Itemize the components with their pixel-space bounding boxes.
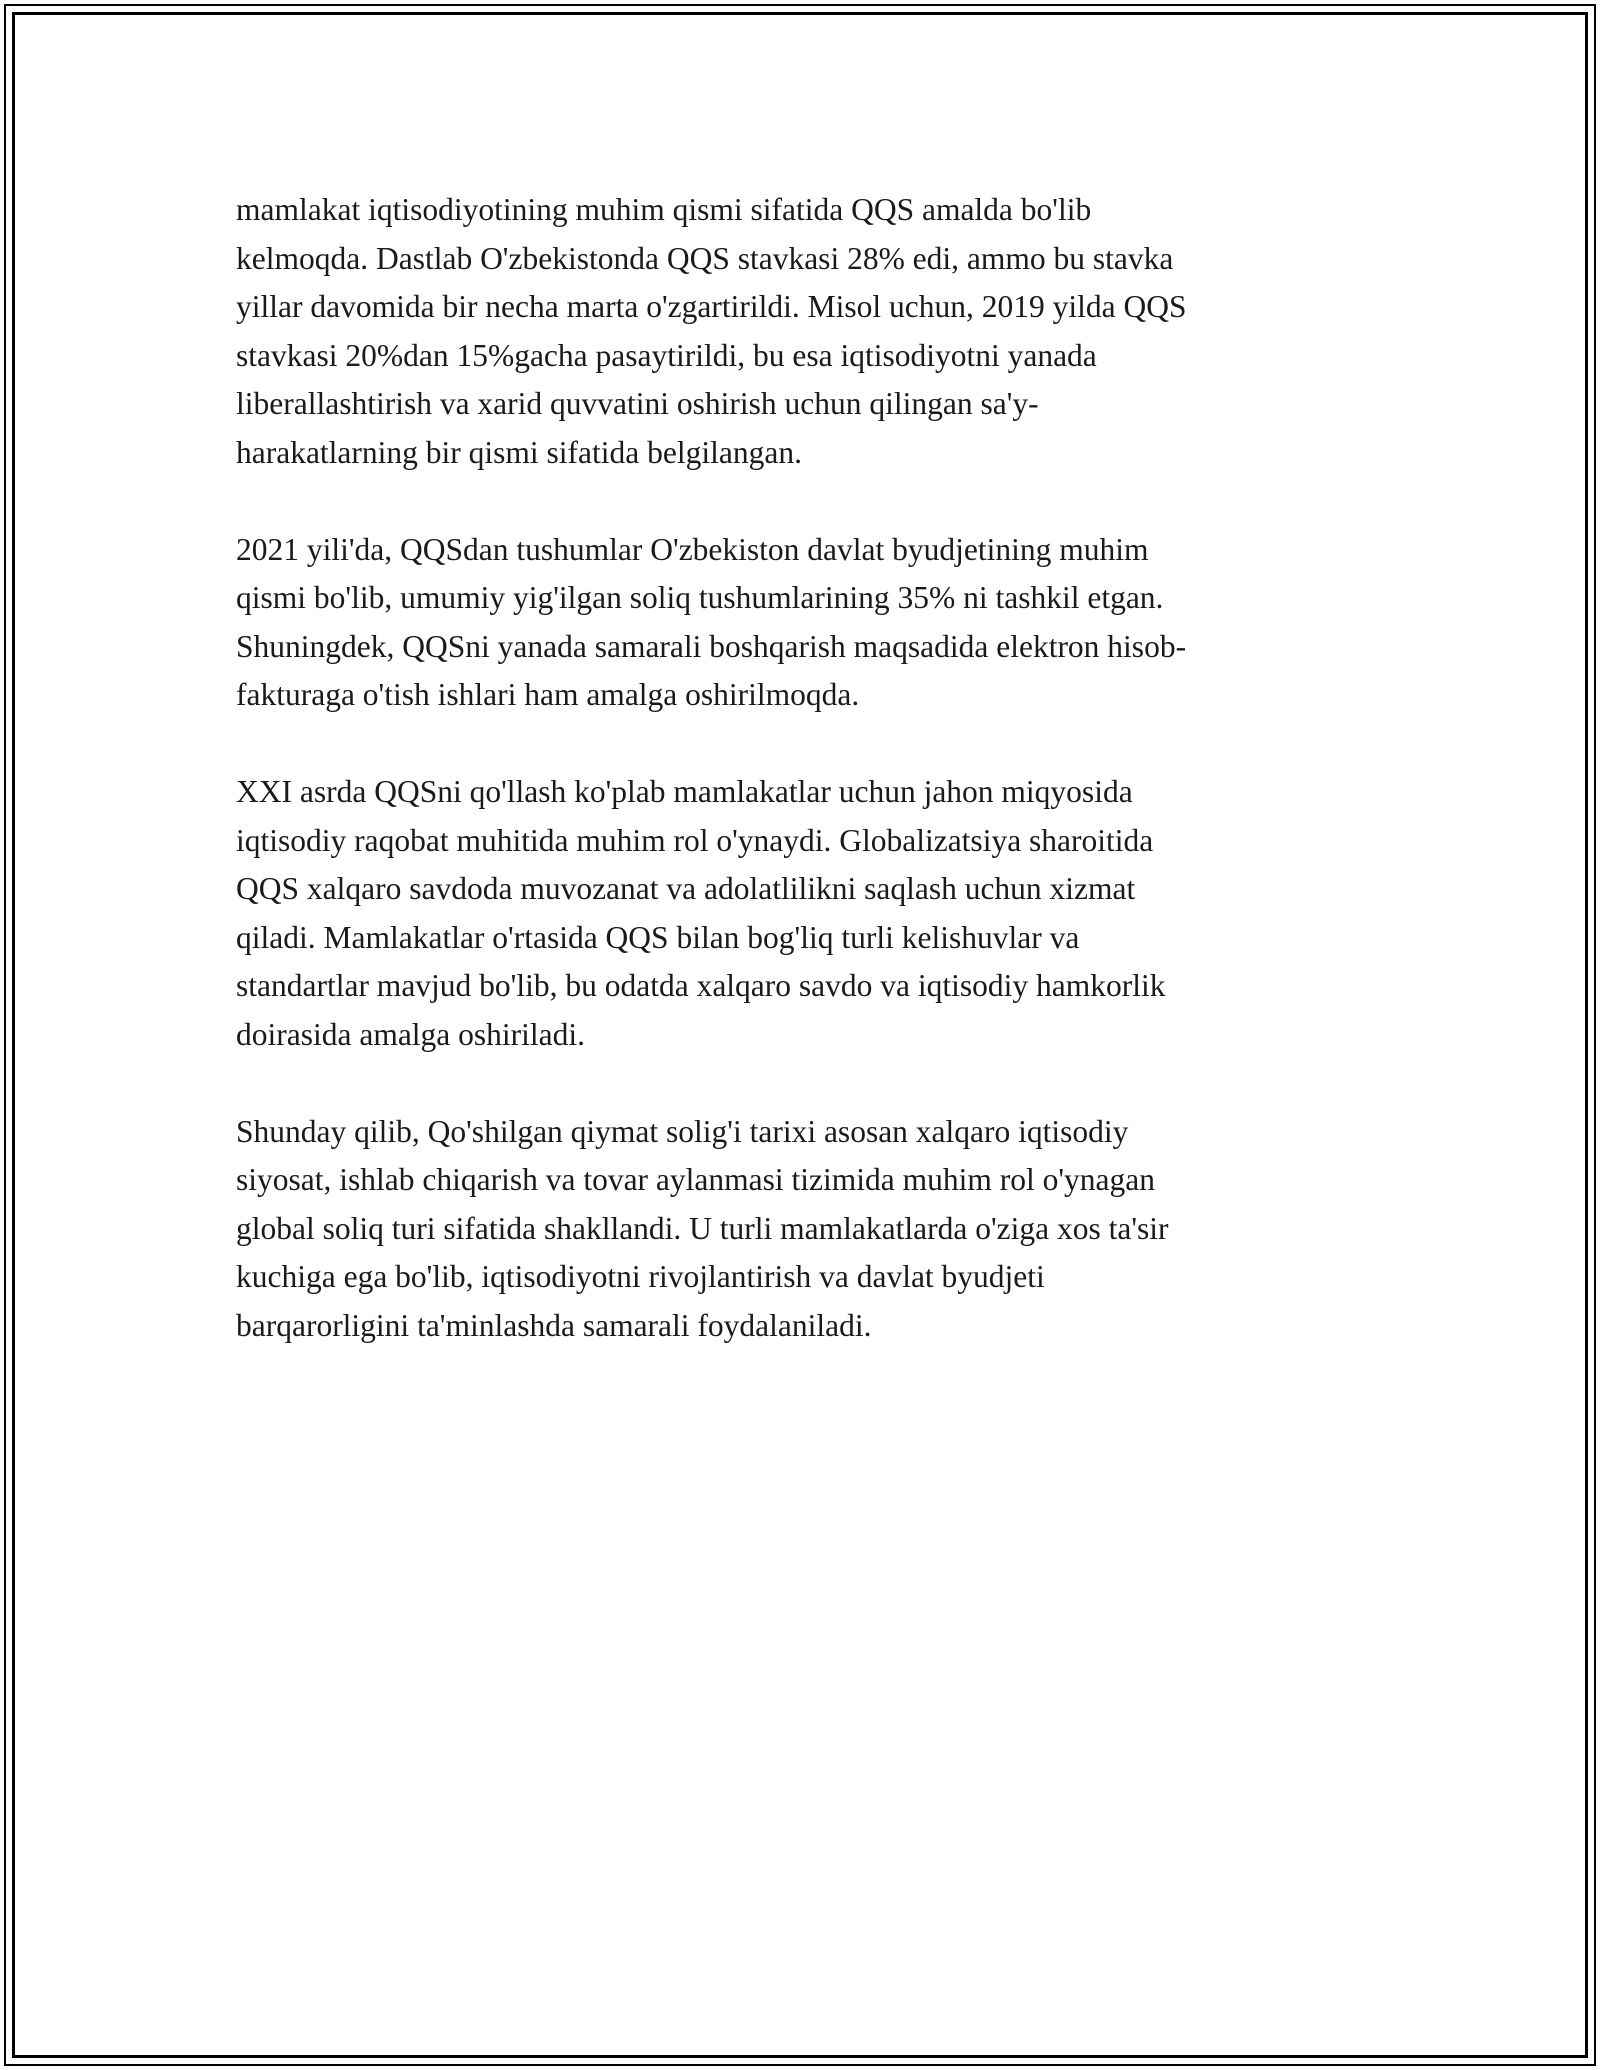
paragraph-vat-rate-history: mamlakat iqtisodiyotining muhim qismi sifatida QQS amalda bo'lib kelmoqda. Dastlab O'zbekistonda QQS stavkasi 28% edi, ammo bu stavka yillar davomida bir necha marta o'zgartirildi. Misol uchun, 2019 yilda QQS stavkasi 20%dan 15%gacha pasaytirildi, bu esa iqtisodiyotni yanada liberallashtirish va xarid quvvatini oshirish uchun qilingan sa'y- harakatlarning bir qismi sifatida belgilangan. <box>236 192 1187 470</box>
document-body <box>236 186 1366 1350</box>
paragraph-vat-revenue-2021: 2021 yili'da, QQSdan tushumlar O'zbekiston davlat byudjetining muhim qismi bo'lib, umumiy yig'ilgan soliq tushumlarining 35% ni tashkil etgan. Shuningdek, QQSni yanada samarali boshqarish maqsadida elektron hisob- fakturaga o'tish ishlari ham amalga oshirilmoqda. <box>236 531 1187 712</box>
paragraph-vat-globalization: XXI asrda QQSni qo'llash ko'plab mamlakatlar uchun jahon miqyosida iqtisodiy raqobat muhitida muhim rol o'ynaydi. Globalizatsiya sharoitida QQS xalqaro savdoda muvozanat va adolatlilikni saqlash uchun xizmat qiladi. Mamlakatlar o'rtasida QQS bilan bog'liq turli kelishuvlar va standartlar mavjud bo'lib, bu odatda xalqaro savdo va iqtisodiy hamkorlik doirasida amalga oshiriladi. <box>236 774 1166 1052</box>
paragraph-conclusion: Shunday qilib, Qo'shilgan qiymat solig'i tarixi asosan xalqaro iqtisodiy siyosat, ishlab chiqarish va tovar aylanmasi tizimida muhim rol o'ynagan global soliq turi sifatida shakllandi. U turli mamlakatlarda o'ziga xos ta'sir kuchiga ega bo'lib, iqtisodiyotni rivojlantirish va davlat byudjeti barqarorligini ta'minlashda samarali foydalaniladi. <box>236 1113 1169 1343</box>
